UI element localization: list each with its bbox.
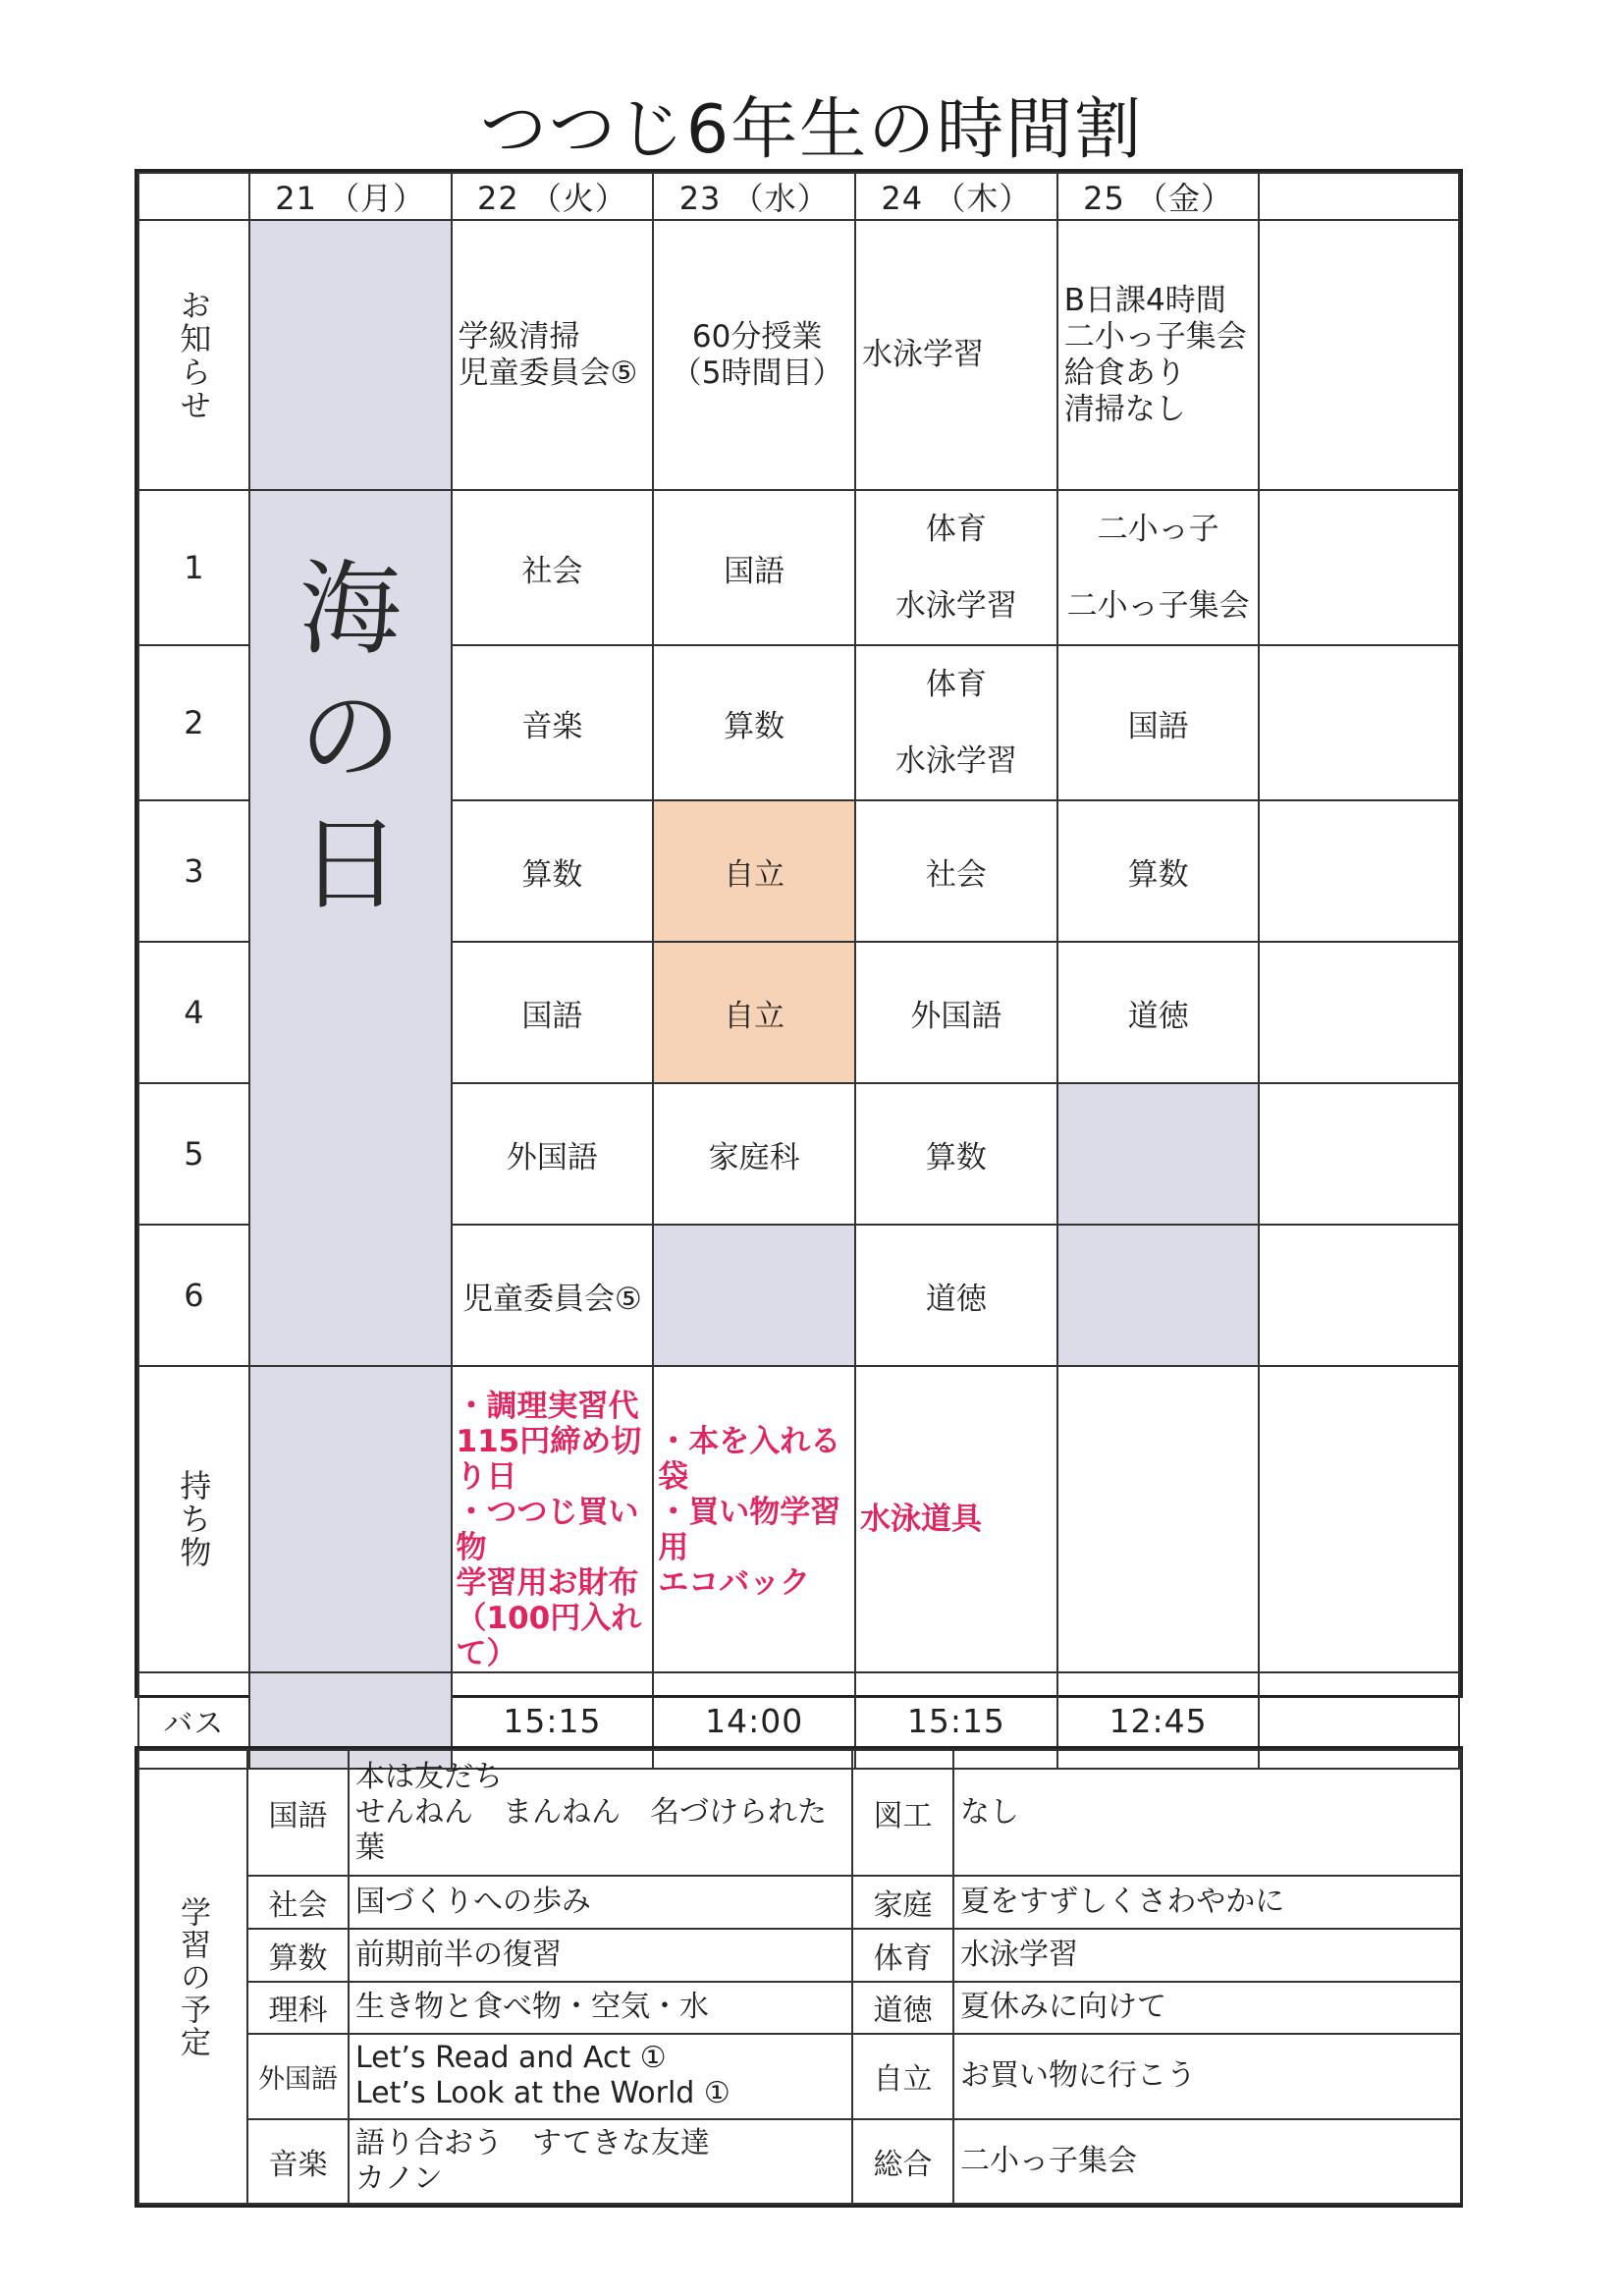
plan-row bbox=[138, 2119, 1461, 2204]
thu-p4: 外国語 bbox=[855, 942, 1057, 1083]
blank-cell bbox=[1259, 220, 1459, 490]
fri-items bbox=[1057, 1366, 1260, 1672]
row-label-notice: お知らせ bbox=[138, 220, 249, 490]
fri-p5 bbox=[1057, 1083, 1260, 1225]
wed-p4: 自立 bbox=[653, 942, 855, 1083]
fri-p1: 二小っ子 二小っ子集会 bbox=[1057, 490, 1260, 645]
plan-subject: 自立 bbox=[852, 2034, 953, 2118]
period-label-1: 1 bbox=[138, 490, 249, 645]
plan-row bbox=[138, 1876, 1461, 1929]
plan-subject: 社会 bbox=[247, 1876, 349, 1929]
day-fri: 25 （金） bbox=[1057, 173, 1260, 220]
plan-subject: 音楽 bbox=[247, 2119, 349, 2204]
plan-content: 前期前半の復習 bbox=[349, 1929, 852, 1982]
tue-bus: 15:15 bbox=[452, 1672, 654, 1769]
fri-p4: 道徳 bbox=[1057, 942, 1260, 1083]
tue-notice: 学級清掃 児童委員会⑤ bbox=[452, 220, 654, 490]
thu-notice: 水泳学習 bbox=[855, 220, 1057, 490]
items-row bbox=[138, 1366, 1459, 1672]
plan-subject: 家庭 bbox=[852, 1876, 953, 1929]
wed-items: ・本を入れる 袋 ・買い物学習用 エコバック bbox=[653, 1366, 855, 1672]
plan-subject: 総合 bbox=[852, 2119, 953, 2204]
period-label-3: 3 bbox=[138, 800, 249, 942]
day-tue: 22 （火） bbox=[452, 173, 654, 220]
wed-notice: 60分授業 （5時間目） bbox=[653, 220, 855, 490]
plan-subject: 理科 bbox=[247, 1982, 349, 2035]
blank-cell bbox=[1259, 490, 1459, 645]
timetable bbox=[135, 169, 1463, 1741]
row-label-items: 持ち物 bbox=[138, 1366, 249, 1672]
wed-p3: 自立 bbox=[653, 800, 855, 942]
plan-row bbox=[138, 1929, 1461, 1982]
thu-p2: 体育 水泳学習 bbox=[855, 645, 1057, 800]
plan-subject: 体育 bbox=[852, 1929, 953, 1982]
plan-content: 生き物と食べ物・空気・水 bbox=[349, 1982, 852, 2035]
wed-bus: 14:00 bbox=[653, 1672, 855, 1769]
plan-subject: 道徳 bbox=[852, 1982, 953, 2035]
plan-content: 国づくりへの歩み bbox=[349, 1876, 852, 1929]
plan-row bbox=[138, 1750, 1461, 1876]
plan-content: 夏をすずしくさわやかに bbox=[953, 1876, 1461, 1929]
wed-p5: 家庭科 bbox=[653, 1083, 855, 1225]
thu-bus: 15:15 bbox=[855, 1672, 1057, 1769]
period-label-5: 5 bbox=[138, 1083, 249, 1225]
plan-content: お買い物に行こう bbox=[953, 2034, 1461, 2118]
row-label-bus: バス bbox=[138, 1672, 249, 1769]
tue-p4: 国語 bbox=[452, 942, 654, 1083]
day-mon: 21 （月） bbox=[249, 173, 452, 220]
blank-cell bbox=[1259, 1366, 1459, 1672]
period-label-2: 2 bbox=[138, 645, 249, 800]
page-title: つつじ6年生の時間割 bbox=[479, 91, 1144, 169]
day-wed: 23 （水） bbox=[653, 173, 855, 220]
mon-notice bbox=[249, 220, 452, 490]
fri-p3: 算数 bbox=[1057, 800, 1260, 942]
thu-p5: 算数 bbox=[855, 1083, 1057, 1225]
period-row-1 bbox=[138, 490, 1459, 645]
period-label-4: 4 bbox=[138, 942, 249, 1083]
fri-p2: 国語 bbox=[1057, 645, 1260, 800]
blank-column bbox=[1259, 173, 1459, 220]
tue-p2: 音楽 bbox=[452, 645, 654, 800]
fri-p6 bbox=[1057, 1225, 1260, 1366]
plan-content: 夏休みに向けて bbox=[953, 1982, 1461, 2035]
thu-p6: 道徳 bbox=[855, 1225, 1057, 1366]
plan-subject: 国語 bbox=[247, 1750, 349, 1876]
blank-cell bbox=[1259, 942, 1459, 1083]
plan-content: 二小っ子集会 bbox=[953, 2119, 1461, 2204]
plan-subject: 外国語 bbox=[247, 2034, 349, 2118]
plan-content: 本は友だち せんねん まんねん 名づけられた葉 bbox=[349, 1750, 852, 1876]
tue-p1: 社会 bbox=[452, 490, 654, 645]
plan-content: 水泳学習 bbox=[953, 1929, 1461, 1982]
notice-row bbox=[138, 220, 1459, 490]
plan-content: なし bbox=[953, 1750, 1461, 1876]
thu-items: 水泳道具 bbox=[855, 1366, 1057, 1672]
plan-subject: 図工 bbox=[852, 1750, 953, 1876]
thu-p1: 体育 水泳学習 bbox=[855, 490, 1057, 645]
blank-cell bbox=[1259, 1083, 1459, 1225]
period-label-6: 6 bbox=[138, 1225, 249, 1366]
tue-items: ・調理実習代 115円締め切 り日 ・つつじ買い物 学習用お財布 （100円入れて） bbox=[452, 1366, 654, 1672]
plan-row bbox=[138, 2034, 1461, 2118]
learning-plan bbox=[135, 1746, 1463, 2208]
tue-p6: 児童委員会⑤ bbox=[452, 1225, 654, 1366]
tue-p3: 算数 bbox=[452, 800, 654, 942]
plan-content: Let’s Read and Act ① Let’s Look at the World ① bbox=[349, 2034, 852, 2118]
blank-cell bbox=[1259, 645, 1459, 800]
mon-items bbox=[249, 1366, 452, 1672]
corner-cell bbox=[138, 173, 249, 220]
day-header-row bbox=[138, 173, 1459, 220]
mon-holiday-cell bbox=[249, 490, 452, 1366]
wed-p1: 国語 bbox=[653, 490, 855, 645]
wed-p2: 算数 bbox=[653, 645, 855, 800]
fri-bus: 12:45 bbox=[1057, 1672, 1260, 1769]
fri-notice: B日課4時間 二小っ子集会 給食あり 清掃なし bbox=[1057, 220, 1260, 490]
blank-cell bbox=[1259, 800, 1459, 942]
plan-subject: 算数 bbox=[247, 1929, 349, 1982]
plan-row bbox=[138, 1982, 1461, 2035]
holiday-text: 海 の 日 bbox=[298, 549, 402, 924]
tue-p5: 外国語 bbox=[452, 1083, 654, 1225]
day-thu: 24 （木） bbox=[855, 173, 1057, 220]
wed-p6 bbox=[653, 1225, 855, 1366]
plan-content: 語り合おう すてきな友達 カノン bbox=[349, 2119, 852, 2204]
thu-p3: 社会 bbox=[855, 800, 1057, 942]
plan-label: 学習の予定 bbox=[138, 1750, 247, 2204]
blank-cell bbox=[1259, 1225, 1459, 1366]
